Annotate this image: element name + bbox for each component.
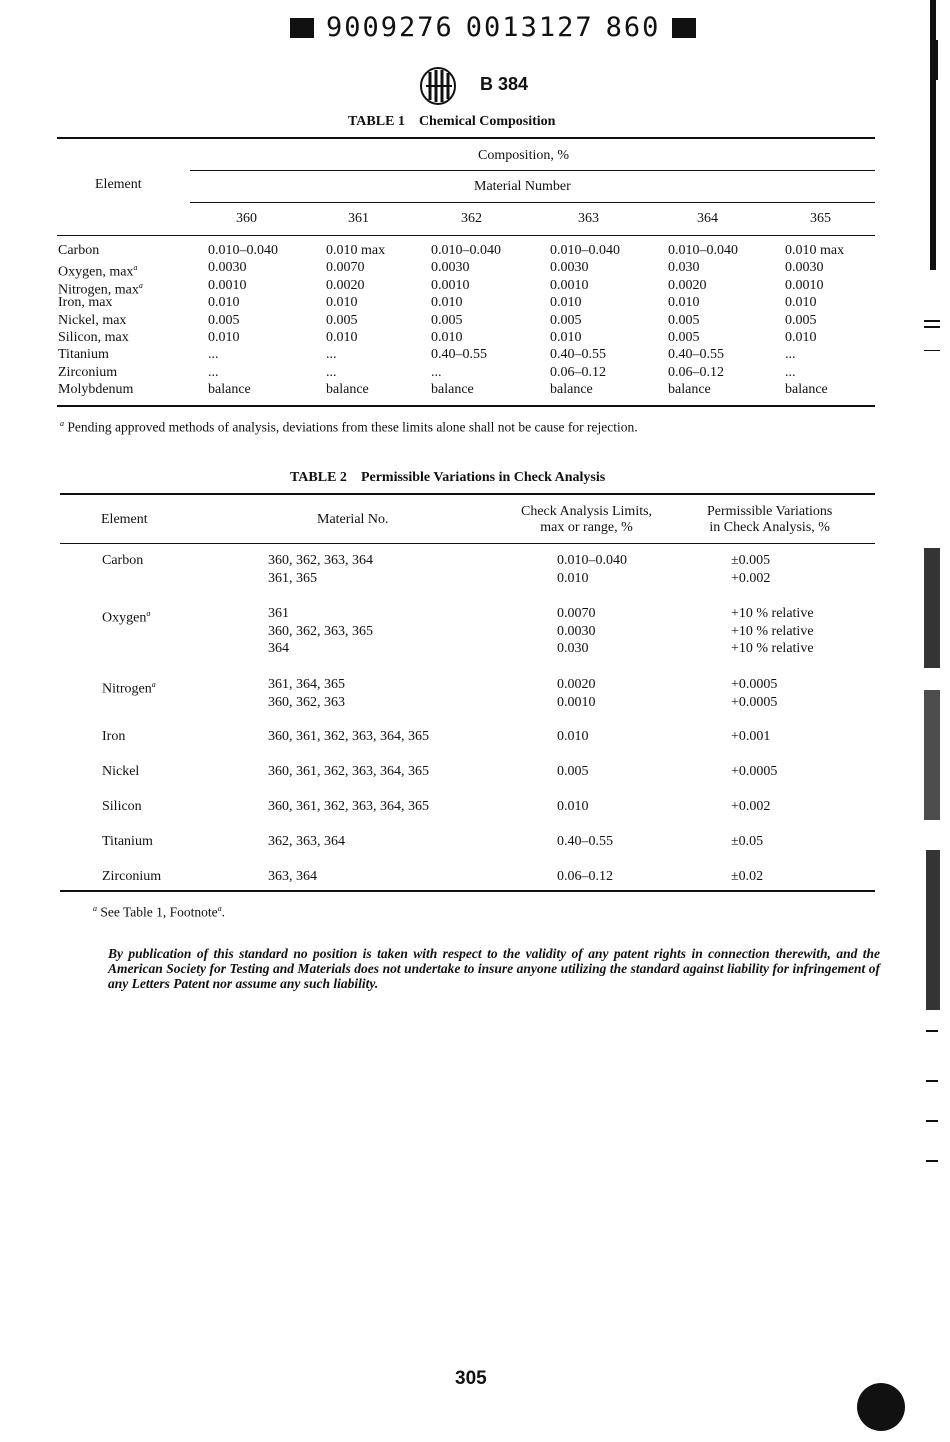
table2-limit-cell: 0.0010 xyxy=(557,694,596,710)
table2-limits-header-line1: Check Analysis Limits, xyxy=(521,504,653,519)
table1-cell: 0.030 xyxy=(668,260,700,276)
astm-logo-icon xyxy=(418,66,458,106)
table2-material-cell: 360, 362, 363 xyxy=(268,694,345,710)
table2-variation-header-line1: Permissible Variations xyxy=(707,504,833,519)
table1-element-name: Carbon xyxy=(58,243,100,258)
table1-material-header-5: 365 xyxy=(810,211,831,226)
table1-caption-label: TABLE 1 xyxy=(348,114,405,129)
table1-cell: ... xyxy=(785,364,796,380)
table2-element-label xyxy=(102,552,143,569)
table1-cell: ... xyxy=(785,347,796,363)
table2-element-name: Titanium xyxy=(102,834,153,849)
table1-cell: 0.005 xyxy=(668,330,700,345)
table1-cell: balance xyxy=(668,382,711,398)
table1-cell: 0.010 xyxy=(326,330,358,345)
table1-cell: 0.005 xyxy=(668,312,700,328)
table1-footnote xyxy=(60,419,638,436)
table1-cell: 0.010–0.040 xyxy=(208,243,278,258)
table2-element-name: Carbon xyxy=(102,553,144,568)
table1-cell: 0.0010 xyxy=(208,277,247,293)
table2-material-cell: 360, 362, 363, 364 xyxy=(268,553,373,568)
table1-cell: 0.010 xyxy=(326,295,358,311)
table2-variation-cell: +0.002 xyxy=(731,570,771,586)
table1-cell: 0.010 xyxy=(208,295,240,311)
barcode-block-right xyxy=(672,18,696,38)
table1-element-label xyxy=(58,312,126,329)
table2-limit-cell: 0.010 xyxy=(557,729,589,744)
table2-limit-cell: 0.0030 xyxy=(557,623,596,639)
table1-top-rule xyxy=(57,137,875,139)
table2-footnote-end: . xyxy=(221,904,226,920)
table2-material-cell: 360, 361, 362, 363, 364, 365 xyxy=(268,729,429,744)
table1-cell: 0.010 xyxy=(550,330,582,345)
table1-cell: 0.0030 xyxy=(208,260,247,276)
table1-element-footnote-mark: a xyxy=(138,280,143,290)
table2-element-name: Nickel xyxy=(102,764,140,779)
table1-element-name: Titanium xyxy=(58,347,109,363)
table1-element-name: Iron, max xyxy=(58,295,113,311)
table2-limit-cell: 0.0070 xyxy=(557,606,596,621)
table2-element-label xyxy=(102,833,153,850)
table1-cell: 0.010–0.040 xyxy=(431,243,501,258)
table2-limits-header-line2: max or range, % xyxy=(540,520,633,535)
table1-cell: ... xyxy=(431,364,442,380)
table1-cell: ... xyxy=(326,347,337,363)
table1-cell: 0.005 xyxy=(550,312,582,328)
table1-cell: 0.010 xyxy=(431,330,463,345)
table1-element-label xyxy=(58,294,112,311)
table1-footnote-mark: a xyxy=(60,419,64,428)
table1-cell: 0.0030 xyxy=(550,260,589,276)
table2-limit-cell: 0.0020 xyxy=(557,677,596,692)
table1-element-label xyxy=(58,329,129,346)
table1-cell: 0.010 xyxy=(785,295,817,311)
table1-cell: balance xyxy=(431,382,474,398)
table2-variation-cell: +0.0005 xyxy=(731,764,778,779)
patent-disclaimer: By publication of this standard no position is taken with respect to the validity of any patent rights in connection therewith, and the American Society for Testing and Materials does not undertake to insure anyone utilizing the standard against liability for infringement of any Letters Patent nor assume any such liability. xyxy=(108,946,880,991)
table1-cell: ... xyxy=(208,364,219,380)
table1-element-footnote-mark: a xyxy=(133,263,138,273)
standard-designation: B 384 xyxy=(480,74,529,94)
table2-variation-cell: +0.0005 xyxy=(731,677,778,692)
table2-limit-cell: 0.005 xyxy=(557,764,589,779)
table1-element-label xyxy=(58,381,133,398)
table1-cell: 0.06–0.12 xyxy=(668,364,724,380)
table1-cell: ... xyxy=(208,347,219,363)
table1-cell: 0.010 xyxy=(785,330,817,345)
table2-limit-cell: 0.010–0.040 xyxy=(557,553,627,568)
table1-material-header-4: 364 xyxy=(697,211,718,226)
table2-footnote-text: See Table 1, Footnote xyxy=(100,904,218,920)
table1-element-name: Nickel, max xyxy=(58,312,127,328)
table1-material-rule xyxy=(190,202,875,203)
table1-cell: balance xyxy=(785,382,828,398)
table1-material-header-2: 362 xyxy=(461,211,482,226)
table1-element-name: Zirconium xyxy=(58,364,118,380)
table2-element-label xyxy=(102,676,156,698)
table2-variation-cell: ±0.05 xyxy=(731,834,764,849)
table2-element-name: Zirconium xyxy=(102,869,162,884)
table1-cell: balance xyxy=(208,382,251,398)
table2-variation-cell: ±0.02 xyxy=(731,869,764,884)
table2-element-label xyxy=(102,868,161,885)
code-group-2: 0013127 xyxy=(465,12,594,43)
code-group-3: 860 xyxy=(605,12,661,43)
table1-cell: balance xyxy=(326,382,369,398)
table1-cell: 0.005 xyxy=(785,312,817,328)
table1-cell: 0.005 xyxy=(208,312,240,328)
document-id-code xyxy=(290,12,696,43)
table1-cell: 0.005 xyxy=(326,312,358,328)
table2-variation-cell: +0.0005 xyxy=(731,694,778,710)
table1-material-header-1: 361 xyxy=(348,211,369,226)
table1-element-label xyxy=(58,242,99,259)
table1-material-number-header: Material Number xyxy=(474,179,571,194)
table1-cell: 0.40–0.55 xyxy=(550,347,606,363)
table2-element-label xyxy=(102,605,150,627)
table1-header-rule xyxy=(57,235,875,236)
table1-bottom-rule xyxy=(57,405,875,407)
table1-cell: 0.0020 xyxy=(326,277,365,293)
table1-cell: 0.0030 xyxy=(785,260,824,276)
table2-material-cell: 363, 364 xyxy=(268,869,317,884)
table2-material-cell: 360, 362, 363, 365 xyxy=(268,623,373,639)
table2-element-name: Iron xyxy=(102,729,126,744)
table2-limit-cell: 0.010 xyxy=(557,799,589,814)
table1-cell: 0.010 xyxy=(550,295,582,311)
barcode-block-left xyxy=(290,18,314,38)
table1-cell: 0.010–0.040 xyxy=(668,243,738,258)
table2-material-cell: 364 xyxy=(268,641,289,656)
table2-footnote-ref: a xyxy=(217,904,222,913)
page-number: 305 xyxy=(455,1368,487,1389)
table2-element-label xyxy=(102,728,125,745)
table1-cell: 0.40–0.55 xyxy=(431,347,487,363)
table2-element-footnote-mark: a xyxy=(146,609,151,618)
table1-cell: 0.0070 xyxy=(326,260,365,276)
table1-cell: ... xyxy=(326,364,337,380)
table2-header-rule xyxy=(60,543,875,544)
table1-cell: 0.010–0.040 xyxy=(550,243,620,258)
table2-variation-cell: +10 % relative xyxy=(731,641,814,656)
table2-limit-cell: 0.06–0.12 xyxy=(557,869,613,884)
table2-element-name: Silicon xyxy=(102,799,142,814)
table2-variation-header xyxy=(707,504,832,536)
table2-element-name: Oxygen xyxy=(102,610,147,626)
table1-caption xyxy=(348,114,555,130)
table1-cell: 0.010 xyxy=(431,295,463,311)
table2-element-header: Element xyxy=(101,512,148,527)
table2-footnote-mark: a xyxy=(93,904,97,913)
table2-variation-cell: +10 % relative xyxy=(731,623,814,639)
table1-cell: 0.005 xyxy=(431,312,463,328)
table2-material-cell: 362, 363, 364 xyxy=(268,834,345,849)
table2-material-cell: 361, 364, 365 xyxy=(268,677,345,692)
table1-cell: 0.0020 xyxy=(668,277,707,293)
table1-cell: 0.40–0.55 xyxy=(668,347,724,363)
table2-element-footnote-mark: a xyxy=(151,680,156,689)
table1-cell: 0.010 xyxy=(208,330,240,345)
table2-variation-cell: +10 % relative xyxy=(731,606,814,621)
scan-edge-marks xyxy=(922,0,944,1180)
table2-limit-cell: 0.030 xyxy=(557,641,589,656)
table1-cell: 0.0010 xyxy=(431,277,470,293)
table2-footnote xyxy=(93,904,225,921)
table1-composition-rule xyxy=(190,170,875,171)
table2-material-cell: 360, 361, 362, 363, 364, 365 xyxy=(268,799,429,814)
table1-cell: 0.06–0.12 xyxy=(550,364,606,380)
table1-element-header: Element xyxy=(95,177,142,192)
table1-cell: 0.0010 xyxy=(550,277,589,293)
table2-element-name: Nitrogen xyxy=(102,681,152,697)
table2-material-cell: 360, 361, 362, 363, 364, 365 xyxy=(268,764,429,779)
table1-element-label xyxy=(58,346,109,363)
table1-footnote-text: Pending approved methods of analysis, deviations from these limits alone shall not be cause for rejection. xyxy=(67,419,638,435)
table2-element-label xyxy=(102,798,142,815)
table2-bottom-rule xyxy=(60,890,875,892)
table2-caption xyxy=(290,470,605,486)
table1-element-name: Silicon, max xyxy=(58,330,129,345)
table1-element-name: Nitrogen, max xyxy=(58,282,139,298)
table1-element-name: Oxygen, max xyxy=(58,265,134,281)
table2-limit-cell: 0.010 xyxy=(557,570,589,586)
table2-material-cell: 361, 365 xyxy=(268,570,317,586)
table1-caption-title: Chemical Composition xyxy=(418,114,556,129)
table1-cell: 0.0030 xyxy=(431,260,470,276)
table2-variation-cell: ±0.005 xyxy=(731,553,771,568)
table1-cell: balance xyxy=(550,382,593,398)
table1-cell: 0.010 max xyxy=(785,243,845,258)
code-group-1: 9009276 xyxy=(326,12,454,43)
table2-top-rule xyxy=(60,493,875,495)
table1-cell: 0.0010 xyxy=(785,277,824,293)
table2-material-cell: 361 xyxy=(268,606,289,621)
table2-variation-cell: +0.002 xyxy=(731,799,771,814)
table1-cell: 0.010 max xyxy=(326,243,386,258)
table2-material-header: Material No. xyxy=(317,512,389,527)
table1-material-header-3: 363 xyxy=(578,211,599,226)
table2-limit-cell: 0.40–0.55 xyxy=(557,834,613,849)
table2-caption-label: TABLE 2 xyxy=(290,470,347,485)
table1-composition-header: Composition, % xyxy=(478,148,570,163)
table2-variation-header-line2: in Check Analysis, % xyxy=(709,520,830,535)
table1-cell: 0.010 xyxy=(668,295,700,311)
table2-variation-cell: +0.001 xyxy=(731,729,771,744)
table1-element-label xyxy=(58,364,117,381)
table2-element-label xyxy=(102,763,139,780)
table2-limits-header xyxy=(521,504,652,536)
scan-punch-hole xyxy=(857,1383,905,1431)
table2-caption-title: Permissible Variations in Check Analysis xyxy=(360,470,606,485)
table1-material-header-0: 360 xyxy=(236,211,257,226)
table1-element-name: Molybdenum xyxy=(58,382,134,398)
